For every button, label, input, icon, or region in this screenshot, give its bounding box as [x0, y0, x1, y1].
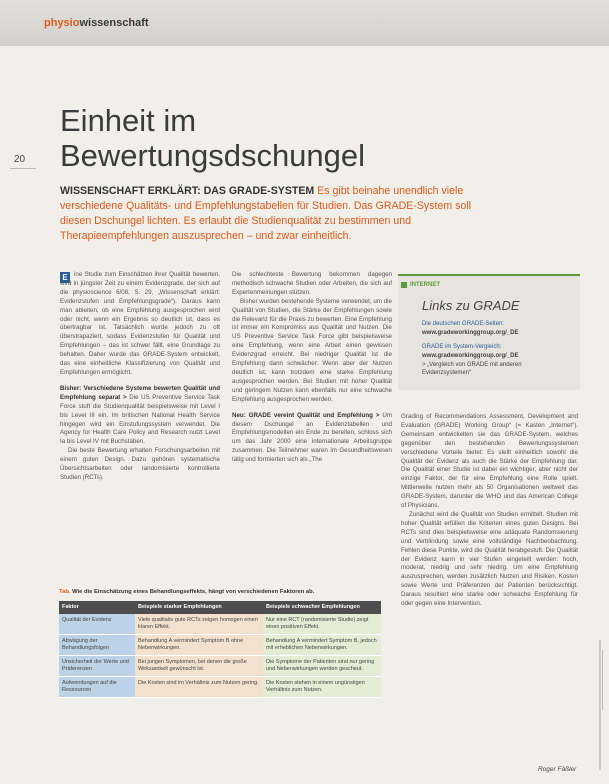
col2-paragraph-2: Bisher wurden bestehende Systeme verwendet, um die Qualität von Studien, die Stärke der Empfehlungen sowie die Relevanz für die Praxis zu bewerten. Eine Empfehlung ist immer ein Kompromiss aus Qualität und Nutzen. Die US Preventive Service Task Force gibt beispielsweise eine Empfehlung, wenn eine Arbeit einen gewissen Evidenzgrad erreicht. Bei niedriger Qualität ist die Empfehlung dann schwächer. Wenn aber der Nutzen deutlich ist, kann trotzdem eine starke Empfehlung ausgesprochen werden. Bei Studien mit hoher Qualität und geringem Nutzen kann ebenfalls nur eine schwache Empfehlung ausgesprochen werden.	[232, 297, 392, 403]
table-cell: Die Kosten sind im Verhältnis zum Nutzen gering.	[135, 677, 263, 698]
table-header: Beispiele schwacher Empfehlungen	[263, 601, 381, 614]
table-row	[59, 614, 381, 635]
internet-line-5: > „Vergleich von GRADE mit anderen Evidenzsystemen“	[422, 362, 522, 376]
internet-tag: INTERNET	[410, 282, 440, 288]
internet-box	[398, 274, 580, 390]
internet-line-1: Die deutschen GRADE-Seiten:	[422, 321, 505, 327]
dropcap: E	[60, 272, 70, 283]
table-header: Faktor	[59, 601, 135, 614]
body-column-2	[232, 271, 392, 465]
internet-link-1[interactable]: www.gradeworkinggroup.org/_DE	[422, 330, 519, 336]
title-line-1: Einheit im	[60, 103, 197, 138]
table	[59, 601, 381, 698]
table-cell: Die Symptome der Patienten sind nur gering und Nebenwirkungen werden gescheut.	[263, 656, 381, 677]
lead-text: Es gibt beinahe unendlich viele verschiedene Qualitäts- und Empfehlungstabellen für Studien. Das GRADE-System soll diesen Dschungel lichten. Es erlaubt die Studienqualität zu bestimmen und Therapieempfehlungen auszusprechen – und zwar einheitlich.	[60, 185, 472, 242]
col1-paragraph-1: ine Studie zum Einschätzen ihrer Qualität bewerten, wird in jüngster Zeit zu einem Evidenzgrade, der sich auf die physioscience 6/08, S. 29, „Wissenschaft erklärt: Evidenzstufen und Empfehlungsgrade“). Daraus kann man ableiten, ob eine Empfehlung ausgesprochen wird oder nicht, wenn ein Ergebnis so deutlich ist, dass es übertragbar ist. Tatsächlich wurde jedoch zu oft überstrapaziert, sodass Evidenzstufen für Qualität und Empfehlungen – das ist schwer fällt, eine Grundlage zu behalten. Daher wurde das GRADE-System entwickelt, das eine einheitliche Klassifizierung von Qualität und Empfehlungen ermöglicht.	[60, 271, 220, 376]
body-column-1	[60, 271, 220, 483]
page-number-rule	[10, 168, 36, 169]
table-header: Beispiele starker Empfehlungen	[135, 601, 263, 614]
table-cell: Qualität der Evidenz	[59, 614, 135, 635]
table-cell: Viele qualitativ gute RCTs zeigen homogen einen klaren Effekt.	[135, 614, 263, 635]
col1-paragraph-2: Die US Preventive Service Task Force stuft die Studienqualität beispielsweise mit Level I bis Level III ein. Im britischen National Health Service hingegen wird ein Einstufungssystem verwendet. Die Agency for Health Care Policy and Research nutzt Level Ia bis Level IV mit Buchstaben.	[60, 393, 220, 446]
table-caption-text: Wie die Einschätzung eines Behandlungseffekts, hängt von verschiedenen Faktoren ab.	[72, 589, 315, 595]
section-accent: physio	[44, 17, 80, 29]
table-row	[59, 677, 381, 698]
col2-paragraph-3: Um diesem Dschungel an Evidenztabellen und Empfehlungsmodellen ein Ende zu bereiten, schloss sich um das Jahr 2000 eine internationale Arbeitsgruppe zusammen. Die Teilnehmer waren im Gesundheitswesen tätig und formierten sich als „The	[232, 411, 392, 464]
table-caption-tab: Tab.	[59, 589, 71, 595]
table-cell: Unsicherheit der Werte und Präferenzen	[59, 656, 135, 677]
internet-line-3: GRADE im System-Vergleich:	[422, 344, 502, 350]
table-caption	[59, 589, 381, 601]
table-cell: Behandlung A vermindert Symptom B ohne Nebenwirkungen.	[135, 635, 263, 656]
col1-paragraph-3: Die beste Bewertung erhalten Forschungsarbeiten mit einem guten Design. Dazu gehören systematische Übersichtsarbeiten oder randomisierte kontrollierte Studien (RCTs).	[60, 447, 220, 481]
article-title	[60, 103, 365, 173]
factor-table	[59, 589, 381, 698]
title-line-2: Bewertungsdschungel	[60, 138, 366, 173]
page-number: 20	[14, 154, 26, 165]
table-cell: Behandlung A vermindert Symptom B, jedoch mit erheblichen Nebenwirkungen.	[263, 635, 381, 656]
table-cell: Die Kosten stehen in einem ungünstigen Verhältnis zum Nutzen.	[263, 677, 381, 698]
body-column-3	[401, 413, 578, 609]
table-header-row	[59, 601, 381, 614]
table-cell: Aufwendungen auf die Ressourcen	[59, 677, 135, 698]
page-edge-mark	[597, 640, 605, 770]
section-rest: wissenschaft	[79, 17, 149, 29]
internet-box-title: Links zu GRADE	[422, 298, 520, 313]
lead-paragraph	[60, 184, 496, 244]
table-cell: Abwägung der Behandlungsfolgen	[59, 635, 135, 656]
table-cell: Bei jungen Symptomen, bei denen die große Wirksamkeit gewünscht ist.	[135, 656, 263, 677]
table-row	[59, 656, 381, 677]
col3-paragraph-1: Grading of Recommendations Assessment, Development and Evaluation (GRADE) Working Group“ (= Kasten „Internet“). Gemeinsam entwickelten sie das GRADE-System, welches gegenüber den bestehenden Bewertungssystemen verschiedene Vorteile bietet: Es stellt einheitlich sowohl die Qualität der Evidenz als auch die Stärke der Empfehlung dar. Die Qualität einer Studie ist dabei ein wichtiger, aber nicht der einzige Faktor, der für eine Empfehlung eine Rolle spielt. Mittlerweile nutzen mehr als 50 Organisationen weltweit das GRADE-System, darunter die WHO und das American College of Physicians.	[401, 413, 578, 510]
table-cell: Nur eine RCT (randomisierte Studie) zeigt einen positiven Effekt.	[263, 614, 381, 635]
internet-link-2[interactable]: www.gradeworkinggroup.org/_DE	[422, 353, 519, 359]
section-label	[44, 17, 149, 29]
author-signature: Roger Fäßler	[538, 766, 577, 773]
col2-paragraph-1: Die schlechteste Bewertung bekommen dagegen methodisch schwache Studien oder Arbeiten, die sich auf Expertenmeinungen stützen.	[232, 271, 392, 296]
table-row	[59, 635, 381, 656]
col3-paragraph-2: Zunächst wird die Qualität von Studien ermittelt. Studien mit hoher Qualität erfüllen die Kriterien eines guten Designs. Bei RCTs sind dies beispielsweise eine adäquate Randomisierung und Verblindung sowie eine vollständige Nachbeobachtung. Fehlen diese Punkte, wird die Qualität herabgestuft. Die Qualität der Evidenz kann in vier Stufen eingeteilt werden: hoch, moderat, niedrig und sehr niedrig. Um eine Empfehlung auszusprechen, werden zusätzlich Nutzen und Risiken, Kosten sowie Werte und Präferenzen der Patienten berücksichtigt. Daraus resultiert eine starke oder schwache Empfehlung für oder gegen eine Intervention.	[401, 510, 578, 608]
lead-kicker: WISSENSCHAFT ERKLÄRT: DAS GRADE-SYSTEM	[60, 185, 315, 197]
col2-subheading: Neu: GRADE vereint Qualität und Empfehlung >	[232, 411, 380, 419]
col1-subheading: Bisher: Verschiedene Systeme bewerten Qualität und Empfehlung separat >	[60, 384, 220, 401]
